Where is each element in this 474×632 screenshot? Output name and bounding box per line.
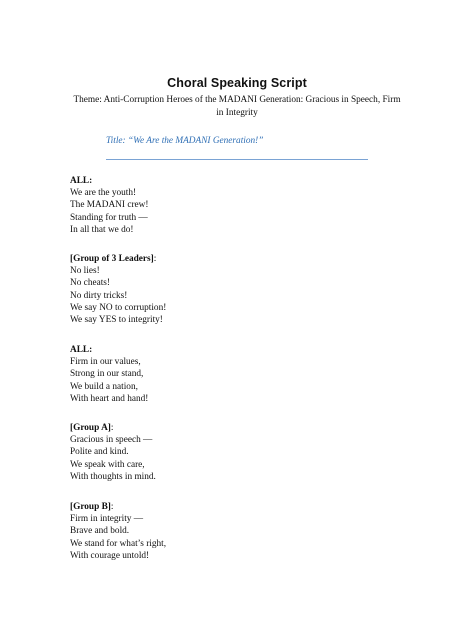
- script-line: We speak with care,: [70, 459, 145, 470]
- script-line: Brave and bold.: [70, 526, 130, 537]
- script-line: With heart and hand!: [70, 393, 149, 404]
- script-line: Firm in our values,: [70, 357, 141, 368]
- script-line: No lies!: [70, 266, 100, 277]
- script-title: Title: “We Are the MADANI Generation!”: [106, 136, 264, 146]
- script-line: With courage untold!: [70, 550, 150, 561]
- document-theme: Theme: Anti-Corruption Heroes of the MADANI Generation: Gracious in Speech, Firm in Integrity: [73, 95, 401, 118]
- section-leaders: [70, 253, 166, 326]
- script-line: In all that we do!: [70, 224, 134, 235]
- speaker-label: ALL:: [70, 176, 93, 186]
- script-line: Standing for truth —: [70, 212, 148, 223]
- script-line: No dirty tricks!: [70, 290, 128, 301]
- script-line: Polite and kind.: [70, 447, 129, 458]
- script-line: No cheats!: [70, 278, 111, 289]
- script-line: We stand for what’s right,: [70, 538, 167, 549]
- script-line: Gracious in speech —: [70, 435, 153, 446]
- document-title: Choral Speaking Script: [167, 76, 307, 90]
- speaker-label: [Group of 3 Leaders]:: [70, 254, 157, 264]
- section-all-1: [70, 175, 148, 236]
- script-line: We are the youth!: [70, 188, 137, 199]
- script-line: The MADANI crew!: [70, 200, 149, 211]
- speaker-label: ALL:: [70, 345, 93, 355]
- script-line: We build a nation,: [70, 381, 138, 392]
- section-group-a: [70, 422, 156, 483]
- script-line: Strong in our stand,: [70, 369, 144, 380]
- script-line: Firm in integrity —: [70, 514, 144, 525]
- script-line: We say YES to integrity!: [70, 315, 163, 326]
- section-group-b: [70, 501, 166, 562]
- script-line: We say NO to corruption!: [70, 302, 167, 313]
- title-underline-rule: [106, 159, 368, 160]
- speaker-label: [Group A]:: [70, 423, 114, 433]
- script-line: With thoughts in mind.: [70, 471, 156, 482]
- section-all-2: [70, 344, 148, 405]
- speaker-label: [Group B]:: [70, 502, 114, 512]
